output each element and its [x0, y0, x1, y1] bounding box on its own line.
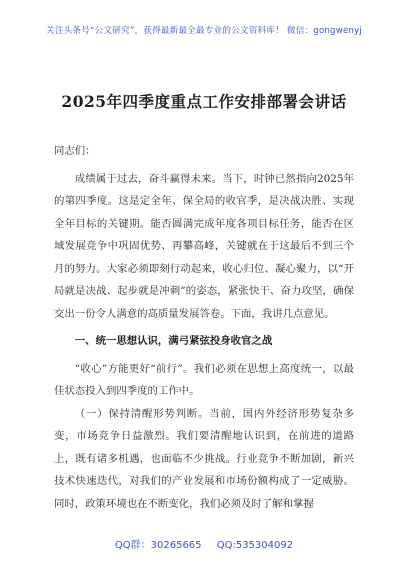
salutation: 同志们：	[54, 145, 96, 157]
qq-text: QQ:535304092	[216, 540, 294, 551]
header-note: 关注头条号“公文研究”，获得最新最全最专业的公文资料库！ 微信：gongwenyj	[46, 26, 362, 36]
qq-group-text: QQ群：30265665	[114, 540, 202, 551]
intro-paragraph: 成绩属于过去，奋斗赢得未来。当下，时钟已然指向2025年的第四季度。这是定全年、保全局的收官季，是决战决胜、实现全年目标的关键期。能否圆满完成年度各项目标任务，能否在区域发展竞争中巩固优势、再攀高峰，关键就在于这最后不到三个月的努力。大家必须即刻行动起来，收心归位、凝心聚力，以“开局就是决战、起步就是冲刺”的姿态，紧张快干、奋力攻坚，确保交出一份令人满意的高质量发展答卷。下面，我讲几点意见。	[54, 172, 354, 320]
section-paragraph: “收心”方能更好“前行”。我们必须在思想上高度统一，以最佳状态投入到四季度的工作中。	[54, 362, 354, 397]
document-body	[54, 140, 354, 515]
footer-contact	[0, 536, 408, 551]
subsection-paragraph: （一）保持清醒形势判断。当前，国内外经济形势复杂多变，市场竞争日益激烈。我们要清醒地认识到，在前进的道路上，既有诸多机遇，也面临不少挑战。行业竞争不断加剧，新兴技术快速迭代，对我们的产业发展和市场份额构成了一定威胁。同时，政策环境也在不断变化，我们必须及时了解和掌握	[54, 407, 354, 510]
section-heading: 一、统一思想认识，满弓紧弦投身收官之战	[74, 335, 273, 347]
document-title: 2025年四季度重点工作安排部署会讲话	[61, 92, 347, 111]
